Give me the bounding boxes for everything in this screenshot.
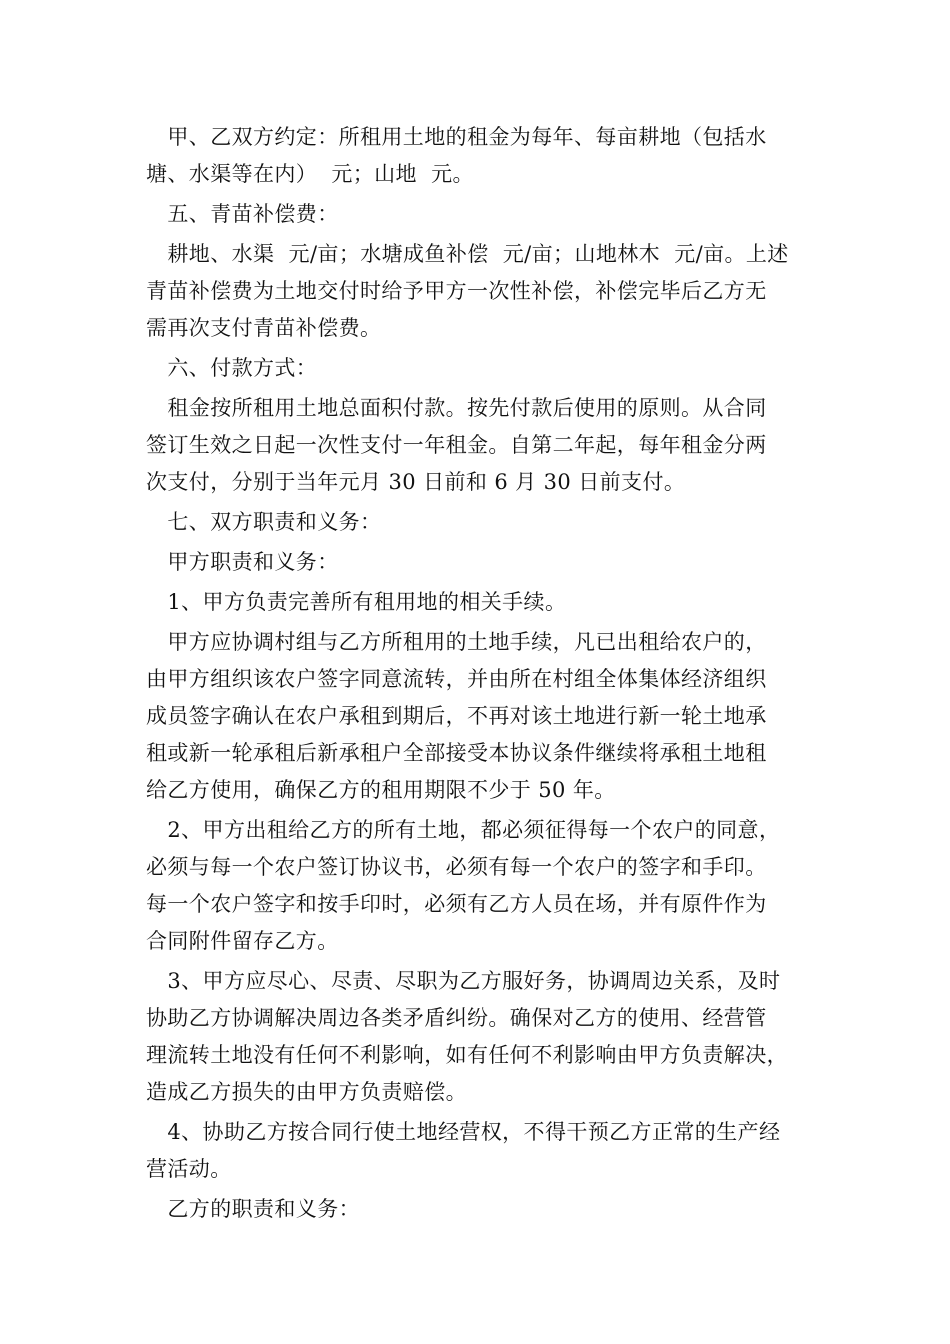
text-line: 2、甲方出租给乙方的所有土地，都必须征得每一个农户的同意，	[146, 818, 781, 842]
text-line: 次支付，分别于当年元月 30 日前和 6 月 30 日前支付。	[146, 470, 686, 494]
paragraph	[146, 544, 812, 581]
text-line: 青苗补偿费为土地交付时给予甲方一次性补偿，补偿完毕后乙方无	[146, 279, 767, 303]
text-line: 需再次支付青苗补偿费。	[146, 316, 382, 340]
text-line: 七、双方职责和义务：	[146, 510, 382, 534]
paragraph	[146, 196, 812, 233]
text-line: 六、付款方式：	[146, 356, 318, 380]
text-line: 1、甲方负责完善所有租用地的相关手续。	[146, 590, 567, 614]
text-line: 五、青苗补偿费：	[146, 202, 339, 226]
text-line: 乙方的职责和义务：	[146, 1197, 360, 1221]
text-line: 甲方应协调村组与乙方所租用的土地手续，凡已出租给农户的，	[146, 630, 767, 654]
paragraph	[146, 350, 812, 387]
paragraph	[146, 504, 812, 541]
paragraph	[146, 1114, 812, 1188]
text-line: 理流转土地没有任何不利影响，如有任何不利影响由甲方负责解决，	[146, 1043, 788, 1067]
paragraph	[146, 624, 812, 809]
text-line: 租金按所租用土地总面积付款。按先付款后使用的原则。从合同	[146, 396, 767, 420]
text-line: 甲、乙双方约定：所租用土地的租金为每年、每亩耕地（包括水	[146, 125, 767, 149]
text-line: 营活动。	[146, 1157, 232, 1181]
text-line: 3、甲方应尽心、尽责、尽职为乙方服好务，协调周边关系，及时	[146, 969, 781, 993]
paragraph	[146, 390, 812, 501]
paragraph	[146, 584, 812, 621]
document-body	[146, 119, 812, 1228]
text-line: 甲方职责和义务：	[146, 550, 339, 574]
text-line: 成员签字确认在农户承租到期后，不再对该土地进行新一轮土地承	[146, 704, 767, 728]
text-line: 4、协助乙方按合同行使土地经营权，不得干预乙方正常的生产经	[146, 1120, 781, 1144]
paragraph	[146, 1191, 812, 1228]
text-line: 必须与每一个农户签订协议书，必须有每一个农户的签字和手印。	[146, 855, 767, 879]
text-line: 每一个农户签字和按手印时，必须有乙方人员在场，并有原件作为	[146, 892, 767, 916]
text-line: 协助乙方协调解决周边各类矛盾纠纷。确保对乙方的使用、经营管	[146, 1006, 767, 1030]
text-line: 由甲方组织该农户签字同意流转，并由所在村组全体集体经济组织	[146, 667, 767, 691]
text-line: 塘、水渠等在内） 元；山地 元。	[146, 162, 474, 186]
paragraph	[146, 236, 812, 347]
text-line: 耕地、水渠 元/亩；水塘成鱼补偿 元/亩；山地林木 元/亩。上述	[146, 242, 789, 266]
paragraph	[146, 812, 812, 960]
text-line: 签订生效之日起一次性支付一年租金。自第二年起，每年租金分两	[146, 433, 767, 457]
paragraph	[146, 963, 812, 1111]
text-line: 给乙方使用，确保乙方的租用期限不少于 50 年。	[146, 778, 616, 802]
text-line: 合同附件留存乙方。	[146, 929, 339, 953]
text-line: 租或新一轮承租后新承租户全部接受本协议条件继续将承租土地租	[146, 741, 767, 765]
text-line: 造成乙方损失的由甲方负责赔偿。	[146, 1080, 467, 1104]
paragraph	[146, 119, 812, 193]
